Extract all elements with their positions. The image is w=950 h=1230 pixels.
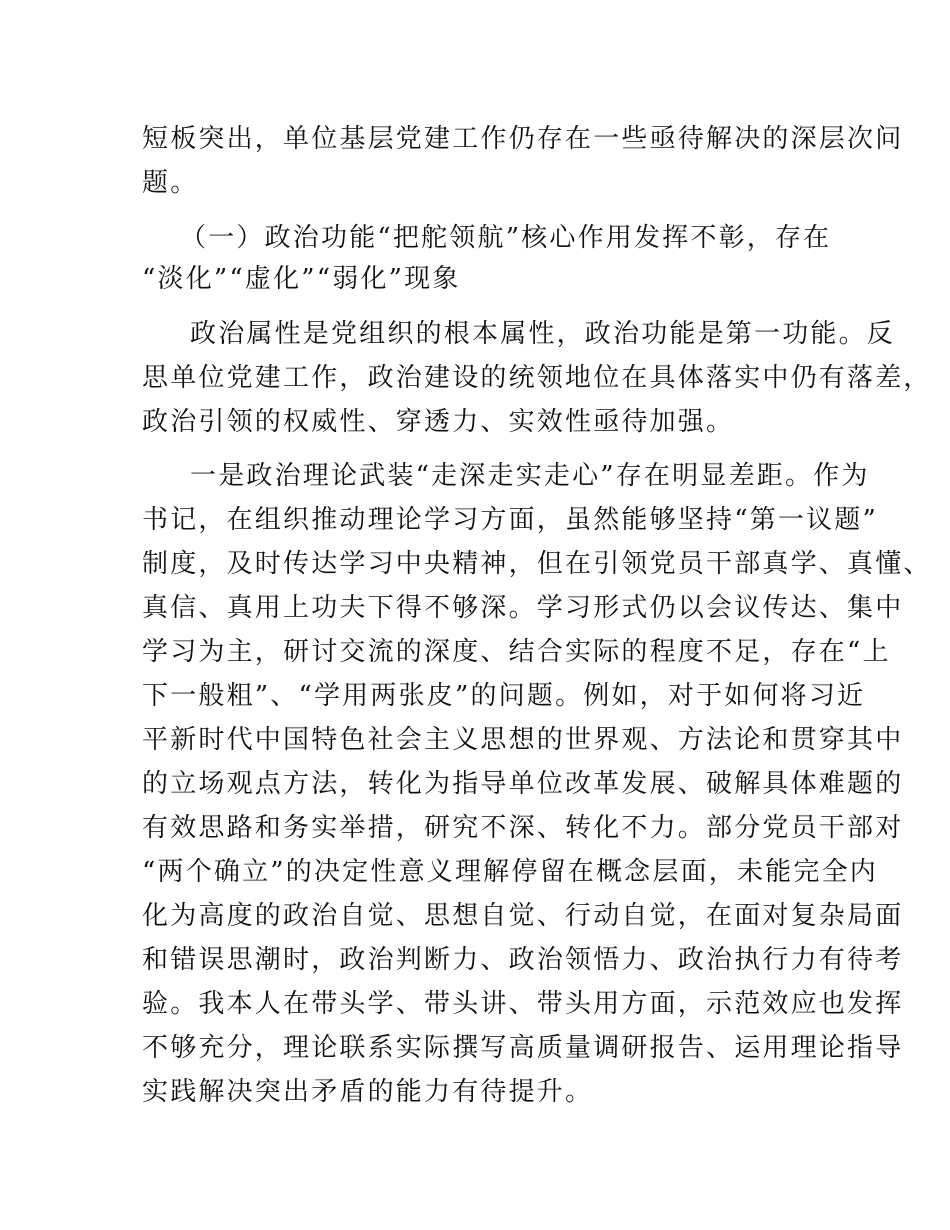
section-heading: （一）政治功能“把舵领航”核心作用发挥不彰，存在 <box>180 223 832 253</box>
paragraph-first-line: 政治属性是党组织的根本属性，政治功能是第一功能。反 <box>190 319 896 349</box>
body-text-line: “两个确立”的决定性意义理解停留在概念层面，未能完全内 <box>142 857 878 887</box>
section-heading: “淡化”“虚化”“弱化”现象 <box>142 264 461 294</box>
body-text-line: 实践解决突出矛盾的能力有待提升。 <box>142 1077 594 1107</box>
body-text-line: 短板突出，单位基层党建工作仍存在一些亟待解决的深层次问 <box>142 124 904 154</box>
body-text-line: 验。我本人在带头学、带头讲、带头用方面，示范效应也发挥 <box>142 989 904 1019</box>
body-text-line: 下一般粗”、“学用两张皮”的问题。例如，对于如何将习近 <box>142 681 866 711</box>
body-text-line: 书记，在组织推动理论学习方面，虽然能够坚持“第一议题” <box>142 505 878 535</box>
body-text-line: 平新时代中国特色社会主义思想的世界观、方法论和贯穿其中 <box>142 725 904 755</box>
body-text-line: 题。 <box>142 168 199 198</box>
body-text-line: 真信、真用上功夫下得不够深。学习形式仍以会议传达、集中 <box>142 593 904 623</box>
body-text-line: 和错误思潮时，政治判断力、政治领悟力、政治执行力有待考 <box>142 945 904 975</box>
body-text-line: 的立场观点方法，转化为指导单位改革发展、破解具体难题的 <box>142 769 904 799</box>
body-text-line: 不够充分，理论联系实际撰写高质量调研报告、运用理论指导 <box>142 1033 904 1063</box>
body-text-line: 制度，及时传达学习中央精神，但在引领党员干部真学、真懂、 <box>142 549 932 579</box>
body-text-line: 化为高度的政治自觉、思想自觉、行动自觉，在面对复杂局面 <box>142 901 904 931</box>
body-text-line: 思单位党建工作，政治建设的统领地位在具体落实中仍有落差， <box>142 363 932 393</box>
body-text-line: 学习为主，研讨交流的深度、结合实际的程度不足，存在“上 <box>142 637 891 667</box>
body-text-line: 有效思路和务实举措，研究不深、转化不力。部分党员干部对 <box>142 813 904 843</box>
paragraph-first-line: 一是政治理论武装“走深走实走心”存在明显差距。作为 <box>190 461 870 491</box>
body-text-line: 政治引领的权威性、穿透力、实效性亟待加强。 <box>142 407 735 437</box>
